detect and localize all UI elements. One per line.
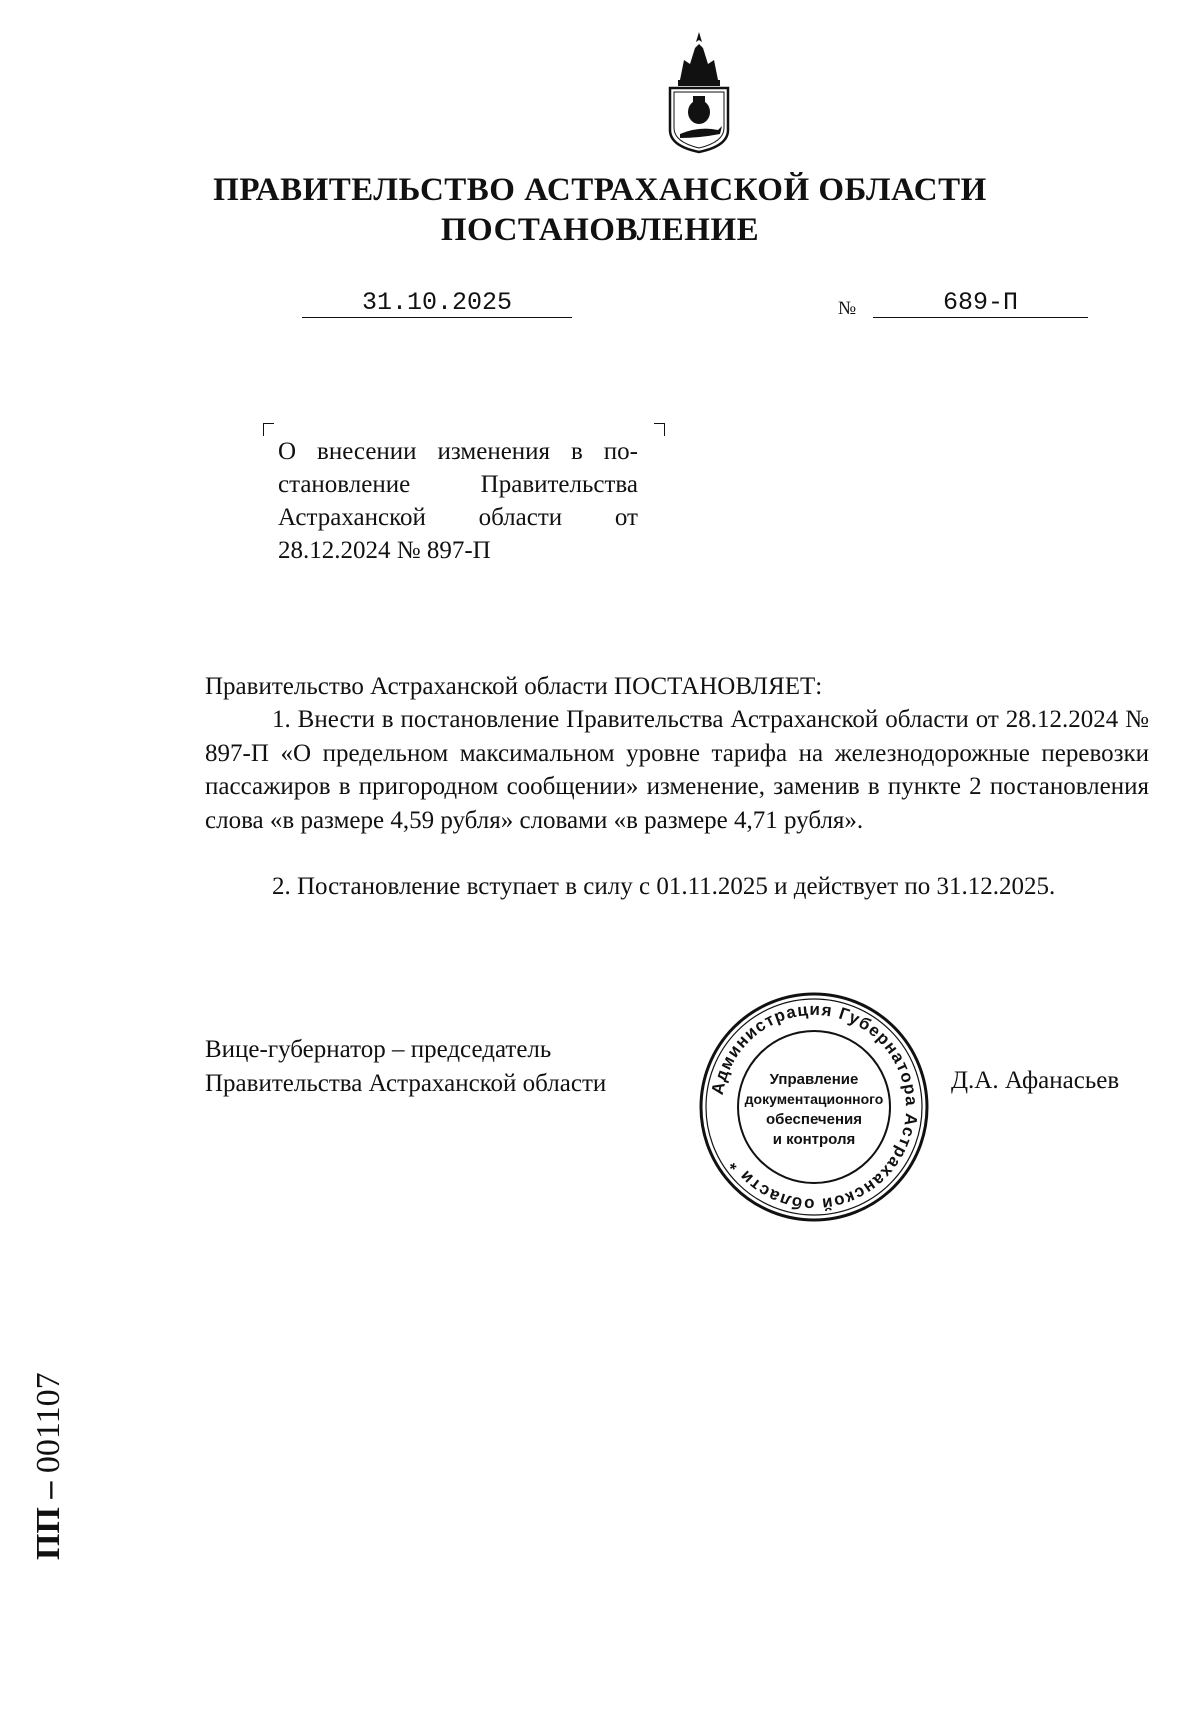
subject-line: Астраханской области от <box>278 504 638 531</box>
coat-of-arms-emblem <box>662 30 736 154</box>
document-type-title: ПОСТАНОВЛЕНИЕ <box>440 212 760 248</box>
paragraph-1-text: 1. Внести в постановление Правительства Астраханской области от 28.12.2024 № 897-П «О предельном максимальном уровне тарифа на железнодорожные перевозки пассажиров в пригородном сообщении» изменение, заменив в пункте 2 постановления слова «в размере 4,59 рубля» словами «в размере 4,71 рубля». <box>205 706 1149 834</box>
official-stamp <box>697 990 931 1224</box>
subject-corner-left <box>263 423 274 436</box>
number-underline <box>873 317 1088 318</box>
stamp-ring-text: Администрация Губернатора Астраханской области * <box>707 999 922 1215</box>
stamp-center-line-2: документационного <box>744 1091 884 1107</box>
number-label: № <box>838 298 857 319</box>
document-subject <box>278 435 638 567</box>
subject-line: О внесении изменения в по- <box>278 438 638 465</box>
subject-line: становление Правительства <box>278 471 638 498</box>
paragraph-2-text: 2. Постановление вступает в силу с 01.11.2025 и действует по 31.12.2025. <box>272 873 1056 900</box>
date-underline <box>302 317 572 318</box>
document-date: 31.10.2025 <box>361 288 513 317</box>
preamble: Правительство Астраханской области ПОСТАНОВЛЯЕТ: <box>205 673 823 700</box>
paragraph-1 <box>205 703 1149 837</box>
signatory-position <box>205 1033 606 1101</box>
side-document-code <box>30 1240 80 1560</box>
stamp-center-line-4: и контроля <box>772 1131 856 1148</box>
side-code-series: ПП – <box>30 1481 67 1560</box>
side-code-number: 001107 <box>30 1372 67 1474</box>
stamp-center-line-1: Управление <box>769 1071 859 1088</box>
subject-corner-right <box>654 423 665 436</box>
stamp-center-line-3: обеспечения <box>765 1111 863 1128</box>
document-number: 689-П <box>942 288 1018 317</box>
position-line-1: Вице-губернатор – председатель <box>205 1036 552 1063</box>
subject-line: 28.12.2024 № 897-П <box>278 537 491 564</box>
government-title: ПРАВИТЕЛЬСТВО АСТРАХАНСКОЙ ОБЛАСТИ <box>213 172 987 208</box>
paragraph-2 <box>205 870 1149 904</box>
position-line-2: Правительства Астраханской области <box>205 1070 607 1097</box>
signatory-name: Д.А. Афанасьев <box>951 1067 1120 1094</box>
